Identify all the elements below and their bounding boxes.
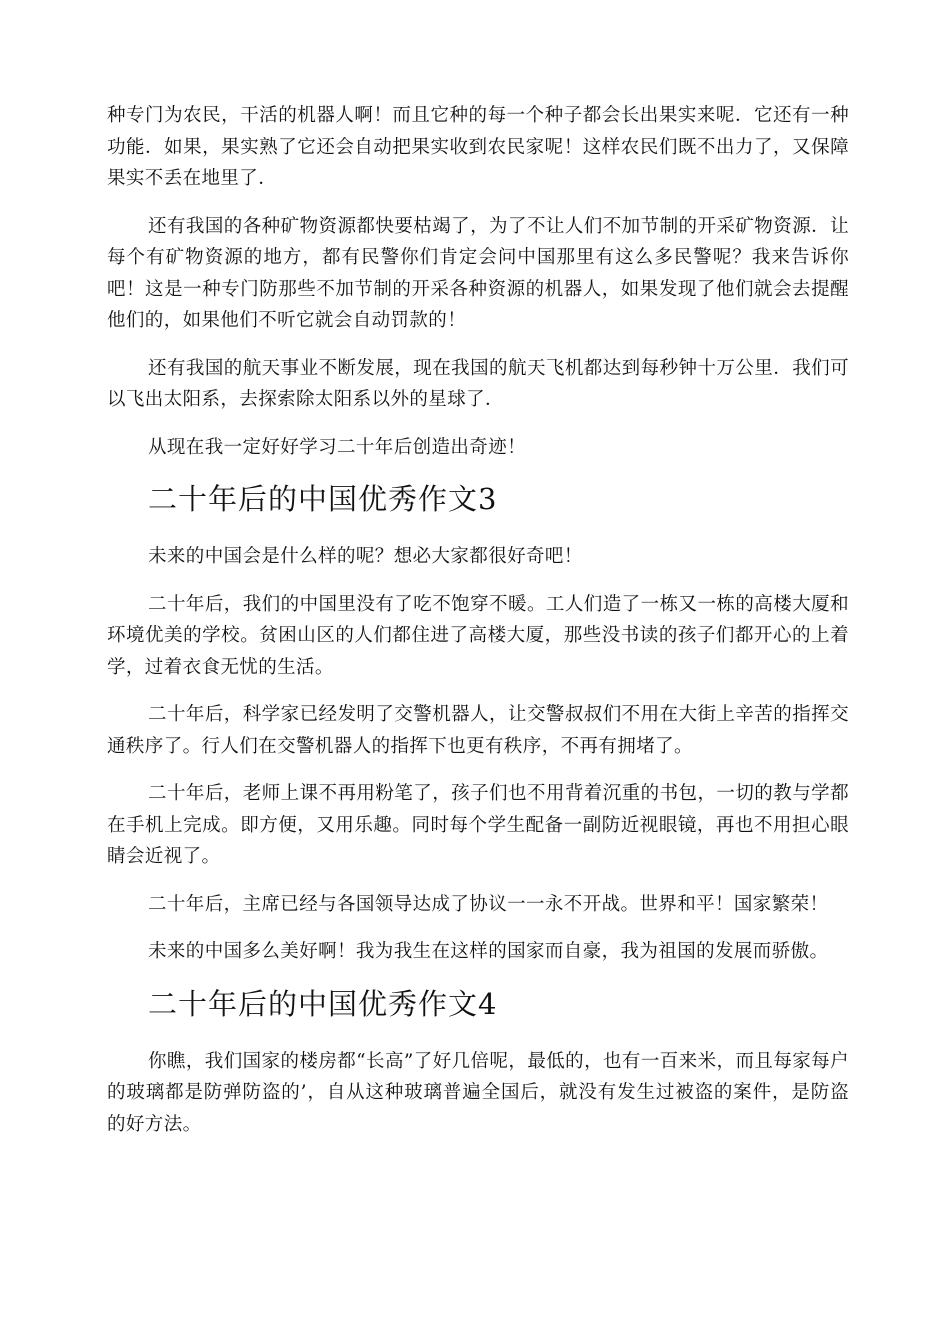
paragraph: 二十年后，老师上课不再用粉笔了，孩子们也不用背着沉重的书包，一切的教与学都在手机上完成。即方便，又用乐趣。同时每个学生配备一副防近视眼镜，再也不用担心眼睛会近视了。	[107, 783, 849, 867]
paragraph: 二十年后，主席已经与各国领导达成了协议一一永不开战。世界和平！国家繁荣！	[148, 893, 829, 915]
document-page	[107, 100, 849, 1156]
paragraph: 从现在我一定好好学习二十年后创造出奇迹！	[148, 436, 527, 458]
section-heading: 二十年后的中国优秀作文3	[148, 482, 498, 516]
paragraph: 二十年后，科学家已经发明了交警机器人，让交警叔叔们不用在大街上辛苦的指挥交通秩序了。行人们在交警机器人的指挥下也更有秩序，不再有拥堵了。	[107, 704, 849, 757]
paragraph: 未来的中国多么美好啊！我为我生在这样的国家而自豪，我为祖国的发展而骄傲。	[148, 941, 829, 962]
paragraph: 还有我国的各种矿物资源都快要枯竭了，为了不让人们不加节制的开采矿物资源．让每个有矿物资源的地方，都有民警你们肯定会问中国那里有这么多民警呢？我来告诉你吧！这是一种专门防那些不加节制的开采各种资源的机器人，如果发现了他们就会去提醒他们的，如果他们不听它就会自动罚款的！	[107, 215, 849, 331]
paragraph: 二十年后，我们的中国里没有了吃不饱穿不暖。工人们造了一栋又一栋的高楼大厦和环境优美的学校。贫困山区的人们都住进了高楼大厦，那些没书读的孩子们都开心的上着学，过着衣食无忧的生活。	[107, 593, 849, 678]
section-heading: 二十年后的中国优秀作文4	[148, 986, 498, 1021]
paragraph: 未来的中国会是什么样的呢？想必大家都很好奇吧！	[148, 546, 583, 567]
paragraph: 还有我国的航天事业不断发展，现在我国的航天飞机都达到每秒钟十万公里．我们可以飞出太阳系，去探索除太阳系以外的星球了．	[107, 357, 849, 410]
paragraph: 你瞧，我们国家的楼房都“长高”了好几倍呢，最低的，也有一百来米，而且每家每户的玻璃都是防弹防盗的’，自从这种玻璃普遍全国后，就没有发生过被盗的案件，是防盗的好方法。	[107, 1050, 849, 1135]
paragraph: 种专门为农民，干活的机器人啊！而且它种的每一个种子都会长出果实来呢．它还有一种功能．如果，果实熟了它还会自动把果实收到农民家呢！这样农民们既不出力了，又保障果实不丢在地里了．	[107, 105, 849, 189]
